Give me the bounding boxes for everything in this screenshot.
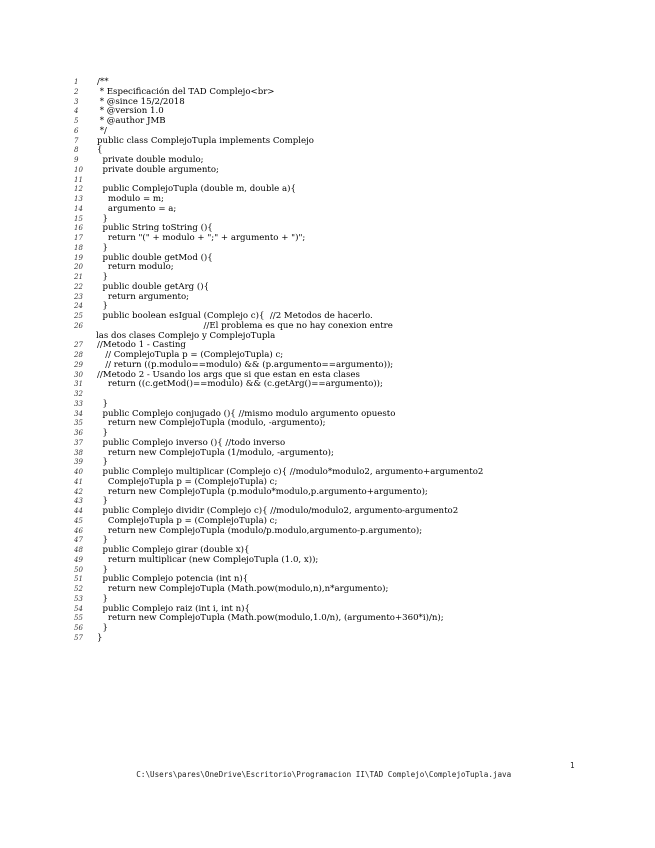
line-text: */ <box>97 125 107 136</box>
page-number: 1 <box>570 761 575 770</box>
line-number: 17 <box>74 234 83 242</box>
line-number: 34 <box>74 409 83 418</box>
line-number: 1 <box>74 78 79 86</box>
code-line <box>74 137 594 147</box>
line-text: } <box>97 242 108 253</box>
line-text: public ComplejoTupla (double m, double a){ <box>97 184 296 195</box>
line-number: 31 <box>74 380 83 389</box>
line-number: 55 <box>74 614 83 623</box>
code-line <box>74 205 594 215</box>
line-text: } <box>97 457 108 468</box>
line-number: 4 <box>74 107 79 116</box>
code-line <box>74 614 594 624</box>
line-number: 43 <box>74 497 83 506</box>
line-text: argumento = a; <box>97 203 177 214</box>
line-text: } <box>97 301 108 312</box>
line-number: 21 <box>74 273 83 281</box>
line-text: las dos clases Complejo y ComplejoTupla <box>96 330 276 341</box>
line-text: public Complejo dividir (Complejo c){ //modulo/modulo2, argumento-argumento2 <box>97 506 459 516</box>
line-number: 8 <box>74 146 79 155</box>
file-path: C:\Users\pares\OneDrive\Escritorio\Programacion II\TAD Complejo\ComplejoTupla.java <box>136 770 512 779</box>
line-number: 33 <box>74 399 83 408</box>
line-number: 15 <box>74 214 83 223</box>
line-number: 40 <box>74 468 83 476</box>
line-text: return new ComplejoTupla (modulo, -argumento); <box>97 418 326 429</box>
line-text: } <box>97 632 103 643</box>
code-line <box>74 624 594 634</box>
line-text: ComplejoTupla p = (ComplejoTupla) c; <box>97 515 278 526</box>
line-number: 25 <box>74 312 83 320</box>
line-text: //Metodo 1 - Casting <box>97 340 186 351</box>
line-number: 3 <box>74 97 79 106</box>
line-text: modulo = m; <box>97 194 164 204</box>
line-number: 18 <box>74 243 83 252</box>
line-number: 32 <box>74 390 83 398</box>
code-line <box>74 380 594 390</box>
line-number: 38 <box>74 448 83 457</box>
line-number: 46 <box>74 526 83 535</box>
line-number: 28 <box>74 351 83 359</box>
line-number: 16 <box>74 224 83 233</box>
line-number: 26 <box>74 321 83 330</box>
code-line <box>74 117 594 127</box>
line-text: { <box>97 145 103 156</box>
line-text: // return ((p.modulo==modulo) && (p.argumento==argumento)); <box>97 359 394 370</box>
line-number: 52 <box>74 585 83 593</box>
line-number: 41 <box>74 477 83 486</box>
code-line <box>74 556 594 566</box>
line-text: } <box>97 398 108 409</box>
line-number: 13 <box>74 195 83 203</box>
line-text: //El problema es que no hay conexion entre <box>97 320 393 331</box>
line-text: public Complejo conjugado (){ //mismo modulo argumento opuesto <box>97 408 396 419</box>
line-text: return modulo; <box>97 262 174 273</box>
line-number: 39 <box>74 458 83 467</box>
line-text: } <box>97 496 108 507</box>
line-text: public Complejo potencia (int n){ <box>97 574 249 585</box>
line-number: 56 <box>74 624 83 632</box>
line-number: 48 <box>74 546 83 554</box>
line-text: * @author JMB <box>97 116 166 126</box>
line-number: 19 <box>74 253 83 262</box>
line-text: public Complejo girar (double x){ <box>97 545 250 555</box>
line-number: 6 <box>74 126 79 135</box>
code-line <box>74 585 594 595</box>
line-text: public double getMod (){ <box>97 252 213 263</box>
line-number: 22 <box>74 282 83 291</box>
line-number: 27 <box>74 341 83 350</box>
line-text: * @version 1.0 <box>97 106 164 117</box>
line-text: public class ComplejoTupla implements Complejo <box>97 135 314 146</box>
code-line <box>74 166 594 176</box>
line-number: 11 <box>74 175 83 184</box>
code-line <box>74 293 594 303</box>
line-number: 54 <box>74 604 83 613</box>
line-text: public double getArg (){ <box>97 281 210 292</box>
code-line <box>74 419 594 429</box>
line-text: return "(" + modulo + ";" + argumento + ")"; <box>97 233 306 243</box>
code-line <box>74 449 594 459</box>
line-text: public Complejo multiplicar (Complejo c){ //modulo*modulo2, argumento+argumento2 <box>97 467 484 477</box>
line-text: } <box>97 213 108 224</box>
line-text: } <box>97 272 108 282</box>
line-number: 24 <box>74 302 83 311</box>
line-text: /** <box>97 77 109 87</box>
line-number: 42 <box>74 487 83 496</box>
line-text: return ((c.getMod()==modulo) && (c.getArg()==argumento)); <box>97 379 383 390</box>
line-number: 57 <box>74 633 83 642</box>
line-text: } <box>97 535 108 546</box>
line-text: //Metodo 2 - Usando los args que si que estan en esta clases <box>97 369 360 380</box>
line-text: return new ComplejoTupla (modulo/p.modulo,argumento-p.argumento); <box>97 525 423 536</box>
code-line <box>74 390 594 400</box>
code-line <box>74 634 594 644</box>
line-number: 29 <box>74 360 83 369</box>
line-text: private double modulo; <box>97 155 204 165</box>
code-listing <box>74 78 594 644</box>
line-number: 9 <box>74 156 79 164</box>
line-number: 44 <box>74 507 83 515</box>
line-number: 20 <box>74 263 83 272</box>
line-text: * @since 15/2/2018 <box>97 96 185 107</box>
line-text: return multiplicar (new ComplejoTupla (1.0, x)); <box>97 554 319 565</box>
line-number: 7 <box>74 136 79 145</box>
line-text: * Especificación del TAD Complejo<br> <box>97 86 275 97</box>
line-text: public String toString (){ <box>97 223 213 234</box>
line-number: 45 <box>74 516 83 525</box>
line-number: 50 <box>74 565 83 574</box>
line-text: return new ComplejoTupla (Math.pow(modulo,n),n*argumento); <box>97 584 389 594</box>
line-text: return argumento; <box>97 291 190 302</box>
line-text: } <box>97 428 108 438</box>
line-number: 12 <box>74 185 83 194</box>
line-number: 36 <box>74 429 83 437</box>
line-text: private double argumento; <box>97 164 219 175</box>
line-text: } <box>97 593 108 604</box>
line-text: return new ComplejoTupla (1/modulo, -argumento); <box>97 447 334 458</box>
line-number: 10 <box>74 165 83 174</box>
line-text: } <box>97 564 108 575</box>
line-text: ComplejoTupla p = (ComplejoTupla) c; <box>97 476 278 487</box>
code-line <box>74 527 594 537</box>
line-number: 35 <box>74 419 83 428</box>
line-text: return new ComplejoTupla (Math.pow(modulo,1.0/n), (argumento+360*i)/n); <box>97 613 444 624</box>
line-text: // ComplejoTupla p = (ComplejoTupla) c; <box>97 350 284 360</box>
line-number: 37 <box>74 438 83 447</box>
line-text: } <box>97 623 108 633</box>
line-text: public Complejo inverso (){ //todo inverso <box>97 437 286 448</box>
line-number: 2 <box>74 87 79 96</box>
line-text: return new ComplejoTupla (p.modulo*modulo,p.argumento+argumento); <box>97 486 428 497</box>
code-line <box>74 234 594 244</box>
line-number: 5 <box>74 117 79 125</box>
line-number: 47 <box>74 536 83 545</box>
line-number: 49 <box>74 555 83 564</box>
page-footer <box>118 761 588 797</box>
line-number: 51 <box>74 575 83 584</box>
line-number: 30 <box>74 370 83 379</box>
line-number: 53 <box>74 594 83 603</box>
code-line <box>74 488 594 498</box>
line-text: public Complejo raiz (int i, int n){ <box>97 603 250 614</box>
line-number: 23 <box>74 292 83 301</box>
line-number: 14 <box>74 204 83 213</box>
code-line <box>74 263 594 273</box>
line-text: public boolean esIgual (Complejo c){ //2 Metodos de hacerlo. <box>97 311 373 321</box>
